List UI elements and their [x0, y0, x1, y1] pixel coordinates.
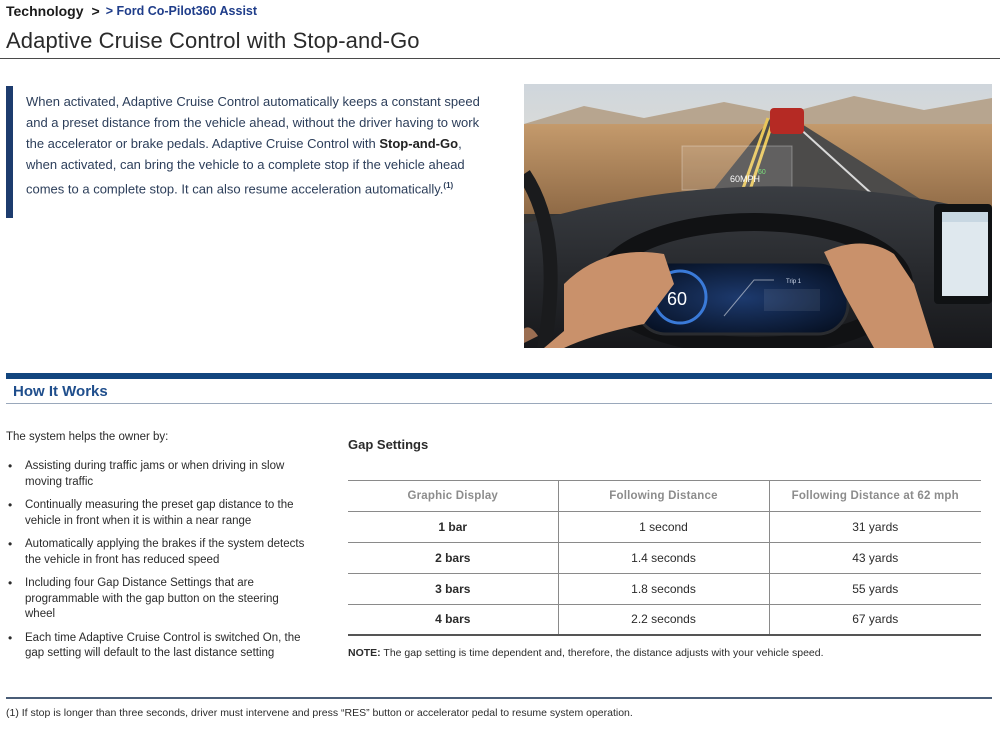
cell-graphic: 3 bars: [348, 574, 558, 605]
driver-cockpit-illustration: [524, 84, 992, 348]
cluster-speed: 60: [667, 289, 688, 309]
breadcrumb-current[interactable]: > Ford Co-Pilot360 Assist: [105, 4, 258, 18]
intro-callout: [6, 86, 486, 218]
title-divider: [0, 58, 1000, 59]
list-item: • Assisting during traffic jams or when driving in slow moving traffic: [8, 459, 308, 490]
section-divider: [6, 403, 992, 404]
how-it-works-lead: The system helps the owner by:: [6, 431, 169, 443]
list-item: • Automatically applying the brakes if the system detects the vehicle in front has reduced speed: [8, 537, 308, 568]
breadcrumb-separator: >: [91, 3, 100, 19]
hud-speed: 60MPH: [730, 174, 761, 184]
intro-text-1: When activated, Adaptive Cruise Control automatically keeps a constant speed and a preset distance from the vehicle ahead, without the driver having to work the accelerator or brake pedals. Adaptive Cruise Control with: [26, 94, 480, 151]
table-row: [348, 543, 981, 574]
intro-footnote-ref[interactable]: (1): [443, 181, 454, 190]
footnote: (1) If stop is longer than three seconds, driver must intervene and press “RES” button or accelerator pedal to resume system operation.: [6, 707, 633, 719]
column-header-distance: Following Distance: [558, 481, 769, 512]
section-bar: [6, 373, 992, 379]
cluster-trip-label: Trip 1: [786, 279, 802, 285]
intro-text-2: , when activated, can bring the vehicle to a complete stop if the vehicle ahead comes to a complete stop. It can also resume acceleration automatically.: [26, 136, 465, 197]
cell-graphic: 1 bar: [348, 512, 558, 543]
gap-settings-table: [348, 480, 981, 636]
cell-graphic: 2 bars: [348, 543, 558, 574]
cell-distance-62: 31 yards: [769, 512, 981, 543]
cell-distance: 1.8 seconds: [558, 574, 769, 605]
cell-distance-62: 67 yards: [769, 605, 981, 635]
cell-distance: 2.2 seconds: [558, 605, 769, 635]
table-row: [348, 512, 981, 543]
cell-distance-62: 55 yards: [769, 574, 981, 605]
cell-graphic: 4 bars: [348, 605, 558, 635]
intro-bold-term: Stop-and-Go: [379, 136, 459, 151]
page-title: Adaptive Cruise Control with Stop-and-Go: [6, 28, 420, 53]
note-text: The gap setting is time dependent and, therefore, the distance adjusts with your vehicle speed.: [380, 647, 824, 659]
gap-settings-heading: Gap Settings: [348, 437, 429, 452]
how-it-works-heading: How It Works: [13, 383, 108, 400]
cell-distance: 1 second: [558, 512, 769, 543]
note-label: NOTE:: [348, 647, 381, 659]
table-header-row: [348, 481, 981, 512]
list-item: • Including four Gap Distance Settings that are programmable with the gap button on the steering wheel: [8, 576, 308, 623]
list-item: • Continually measuring the preset gap distance to the vehicle in front when it is within a near range: [8, 498, 308, 529]
gap-note: [348, 647, 824, 659]
lead-car: [770, 108, 804, 134]
feature-list: [8, 459, 308, 670]
hud-small: 60: [758, 169, 766, 176]
cell-distance-62: 43 yards: [769, 543, 981, 574]
breadcrumb: [6, 3, 257, 19]
column-header-distance-62: Following Distance at 62 mph: [769, 481, 981, 512]
hero-image: [524, 84, 992, 348]
table-row: [348, 574, 981, 605]
breadcrumb-root-link[interactable]: Technology: [6, 3, 84, 19]
column-header-graphic: Graphic Display: [348, 481, 558, 512]
list-item: • Each time Adaptive Cruise Control is switched On, the gap setting will default to the last distance setting: [8, 631, 308, 662]
table-row: [348, 605, 981, 635]
footer-divider: [6, 697, 992, 699]
cell-distance: 1.4 seconds: [558, 543, 769, 574]
